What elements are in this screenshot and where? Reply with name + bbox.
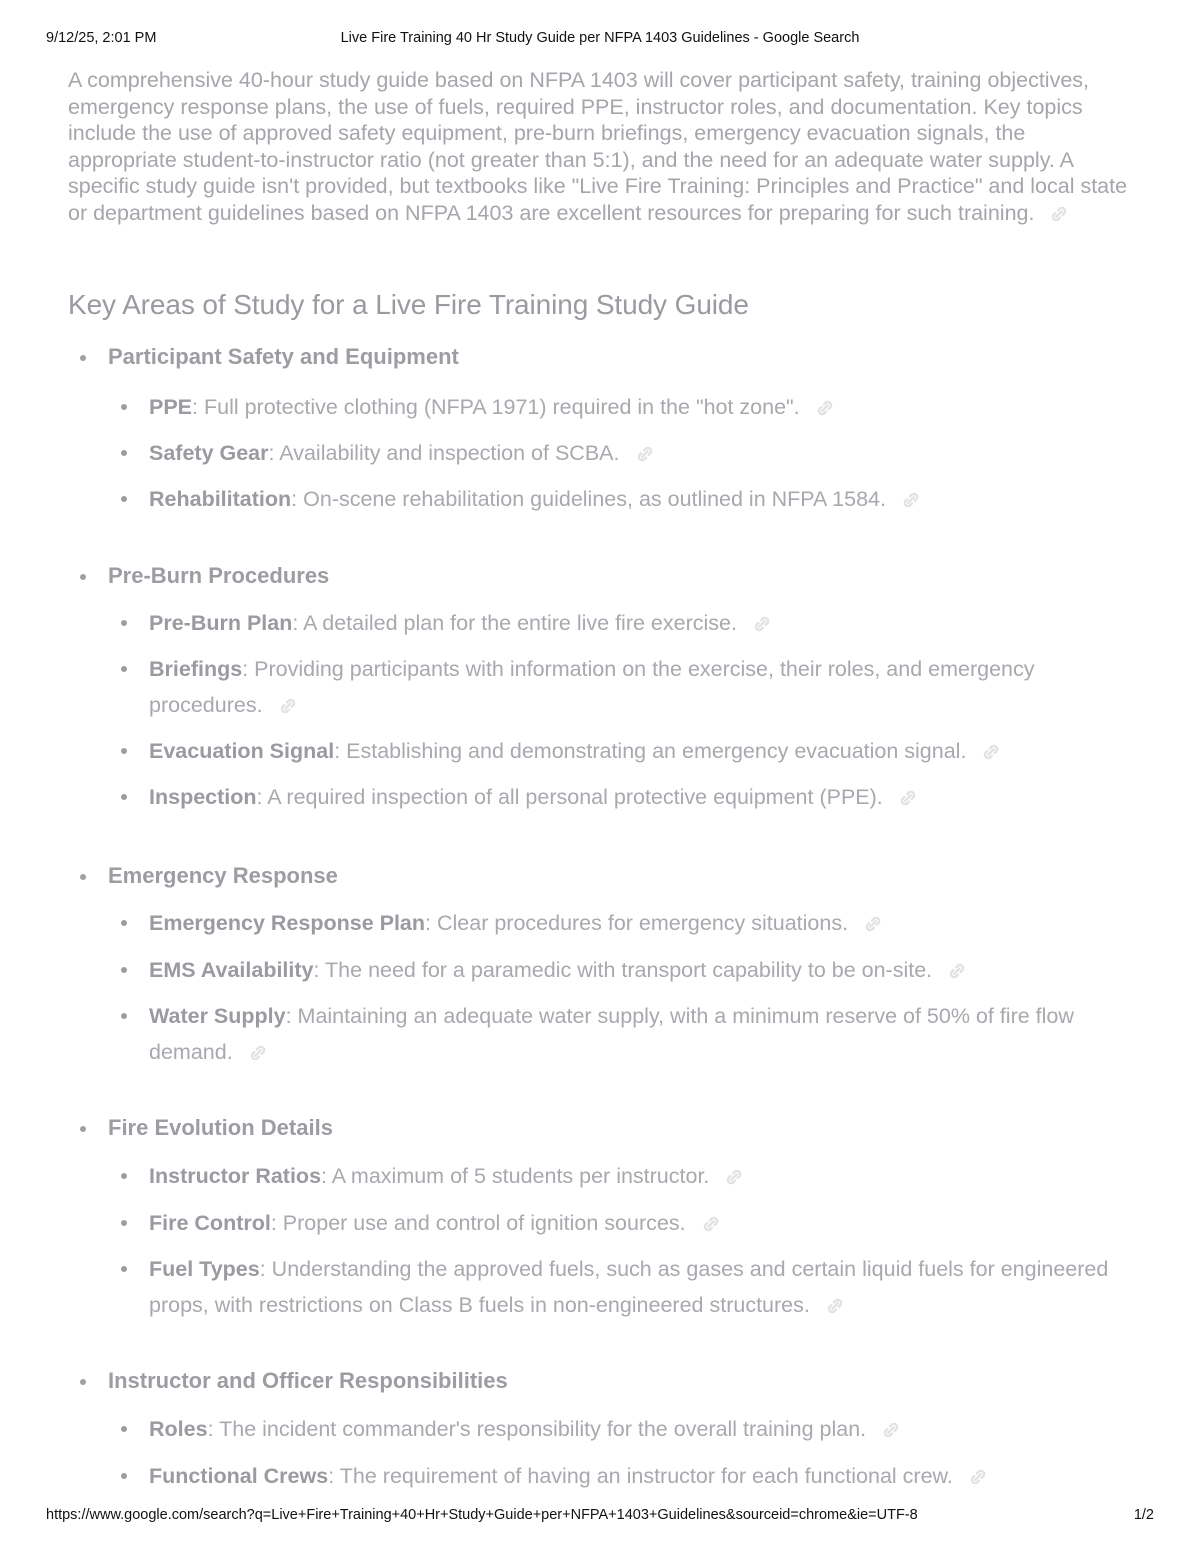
section-title: Fire Evolution Details — [68, 1114, 1138, 1142]
link-icon[interactable] — [751, 616, 773, 632]
list-item — [68, 998, 1138, 1070]
study-section — [68, 1367, 1138, 1494]
item-term: PPE — [149, 395, 193, 419]
list-item — [68, 435, 1138, 471]
item-text: : Establishing and demonstrating an emergency evacuation signal. — [334, 739, 967, 763]
item-text: : Availability and inspection of SCBA. — [268, 441, 620, 465]
print-url: https://www.google.com/search?q=Live+Fire+Training+40+Hr+Study+Guide+per+NFPA+1403+Guidelines&sourceid=chrome&ie=UTF-8 — [46, 1507, 918, 1523]
list-item — [68, 779, 1138, 815]
item-term: Fire Control — [149, 1211, 271, 1235]
link-icon[interactable] — [880, 1422, 902, 1438]
list-item — [68, 952, 1138, 988]
list-item — [68, 1458, 1138, 1494]
item-text: : A maximum of 5 students per instructor. — [321, 1164, 710, 1188]
overview-intro — [68, 67, 1138, 226]
item-term: Emergency Response Plan — [149, 911, 426, 935]
list-item — [68, 481, 1138, 517]
item-term: Roles — [149, 1417, 208, 1441]
item-term: Briefings — [149, 657, 243, 681]
item-term: Rehabilitation — [149, 487, 292, 511]
section-title: Participant Safety and Equipment — [68, 343, 1138, 371]
list-item — [68, 605, 1138, 641]
link-icon[interactable] — [900, 492, 922, 508]
item-term: Fuel Types — [149, 1257, 260, 1281]
item-term: Functional Crews — [149, 1464, 329, 1488]
list-item — [68, 1251, 1138, 1323]
overview-intro-text: A comprehensive 40-hour study guide based on NFPA 1403 will cover participant safety, training objectives, emergency response plans, the use of fuels, required PPE, instructor roles, and documentation. Key topics include the use of approved safety equipment, pre-burn briefings, emergency evacuation signals, the appropriate student-to-instructor ratio (not greater than 5:1), and the need for an adequate water supply. A specific study guide isn't provided, but textbooks like "Live Fire Training: Principles and Practice" and local state or department guidelines based on NFPA 1403 are excellent resources for preparing for such training. — [68, 68, 1128, 225]
list-item — [68, 651, 1138, 723]
item-text: : Proper use and control of ignition sources. — [270, 1211, 686, 1235]
study-section — [68, 343, 1138, 517]
item-term: Safety Gear — [149, 441, 269, 465]
item-term: Pre-Burn Plan — [149, 611, 293, 635]
item-text: : The need for a paramedic with transport capability to be on-site. — [313, 958, 933, 982]
item-text: : The incident commander's responsibility for the overall training plan. — [207, 1417, 867, 1441]
item-text: : On-scene rehabilitation guidelines, as outlined in NFPA 1584. — [291, 487, 886, 511]
item-text: : Providing participants with information on the exercise, their roles, and emergency procedures. — [149, 657, 1035, 717]
section-title: Pre-Burn Procedures — [68, 562, 1138, 590]
link-icon[interactable] — [277, 698, 299, 714]
link-icon[interactable] — [723, 1169, 745, 1185]
list-item — [68, 733, 1138, 769]
link-icon[interactable] — [824, 1298, 846, 1314]
link-icon[interactable] — [700, 1216, 722, 1232]
item-text: : A required inspection of all personal protective equipment (PPE). — [256, 785, 883, 809]
link-icon[interactable] — [862, 916, 884, 932]
list-item — [68, 389, 1138, 425]
study-section — [68, 862, 1138, 1070]
item-term: EMS Availability — [149, 958, 314, 982]
item-text: : The requirement of having an instructor for each functional crew. — [328, 1464, 953, 1488]
study-section — [68, 1114, 1138, 1323]
list-item — [68, 1411, 1138, 1447]
link-icon[interactable] — [897, 790, 919, 806]
ai-overview-content — [68, 67, 1138, 1488]
page-number: 1/2 — [1133, 1507, 1154, 1523]
link-icon[interactable] — [634, 446, 656, 462]
section-title: Emergency Response — [68, 862, 1138, 890]
section-heading: Key Areas of Study for a Live Fire Training Study Guide — [68, 289, 749, 320]
print-footer — [46, 1507, 1154, 1525]
item-term: Inspection — [149, 785, 257, 809]
link-icon[interactable] — [967, 1469, 989, 1485]
link-icon[interactable] — [247, 1045, 269, 1061]
link-icon[interactable] — [814, 400, 836, 416]
list-item — [68, 1158, 1138, 1194]
section-title: Instructor and Officer Responsibilities — [68, 1367, 1138, 1395]
item-text: : Understanding the approved fuels, such as gases and certain liquid fuels for engineered props, with restrictions on Class B fuels in non-engineered structures. — [149, 1257, 1109, 1317]
item-term: Instructor Ratios — [149, 1164, 322, 1188]
print-header — [46, 30, 1154, 48]
item-term: Evacuation Signal — [149, 739, 335, 763]
print-datetime: 9/12/25, 2:01 PM — [46, 30, 157, 46]
print-page-title: Live Fire Training 40 Hr Study Guide per NFPA 1403 Guidelines - Google Search — [340, 30, 860, 46]
study-section — [68, 562, 1138, 815]
list-item — [68, 905, 1138, 941]
link-icon[interactable] — [1048, 206, 1070, 222]
item-text: : Clear procedures for emergency situations. — [425, 911, 849, 935]
link-icon[interactable] — [980, 744, 1002, 760]
item-text: : Maintaining an adequate water supply, with a minimum reserve of 50% of fire flow demand. — [149, 1004, 1074, 1064]
item-text: : Full protective clothing (NFPA 1971) required in the "hot zone". — [192, 395, 800, 419]
list-item — [68, 1205, 1138, 1241]
item-term: Water Supply — [149, 1004, 286, 1028]
item-text: : A detailed plan for the entire live fire exercise. — [292, 611, 737, 635]
link-icon[interactable] — [946, 963, 968, 979]
